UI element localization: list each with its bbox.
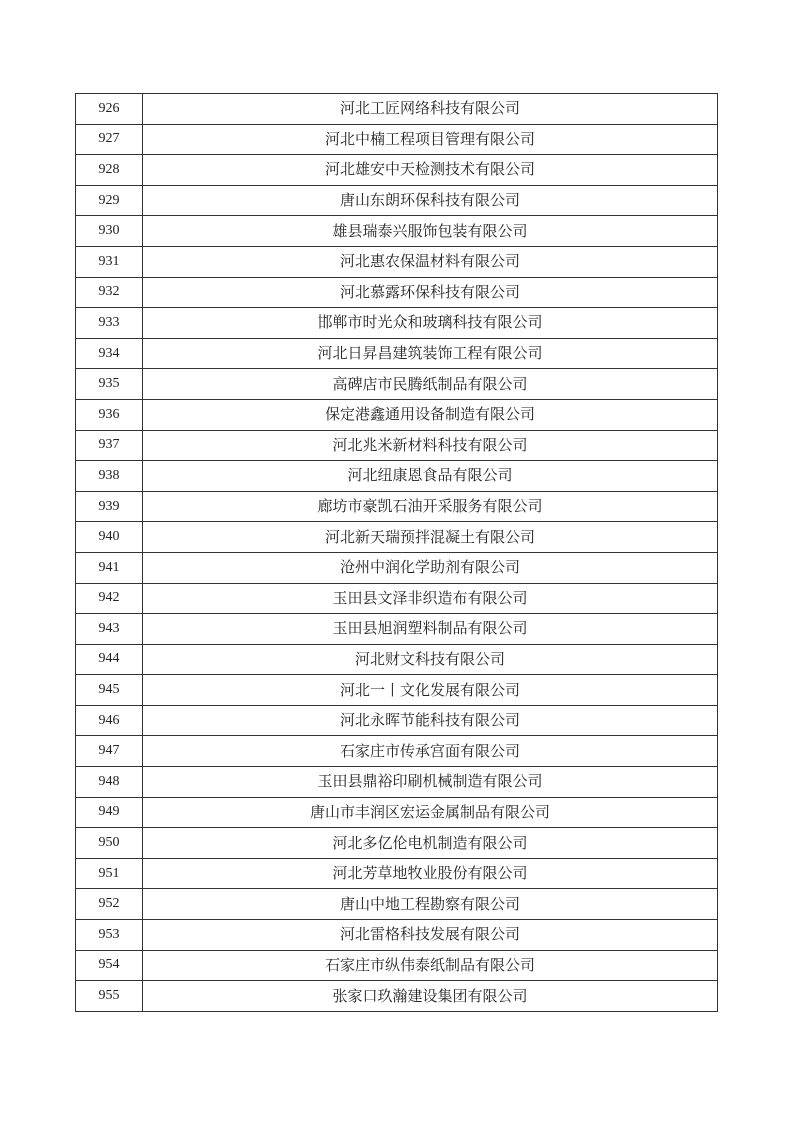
row-number: 943 [76,614,143,645]
company-name: 高碑店市民腾纸制品有限公司 [143,369,718,400]
table-row [76,614,718,645]
row-number: 939 [76,491,143,522]
table-row [76,185,718,216]
row-number: 951 [76,858,143,889]
table-row [76,94,718,125]
company-name: 河北中楠工程项目管理有限公司 [143,124,718,155]
table-row [76,124,718,155]
row-number: 954 [76,950,143,981]
table-row [76,461,718,492]
table-row [76,583,718,614]
table-row [76,491,718,522]
company-name: 河北日昇昌建筑装饰工程有限公司 [143,338,718,369]
row-number: 933 [76,308,143,339]
table-row [76,155,718,186]
table-row [76,338,718,369]
row-number: 926 [76,94,143,125]
company-name: 石家庄市传承宫面有限公司 [143,736,718,767]
company-name: 河北永晖节能科技有限公司 [143,705,718,736]
company-name: 河北雄安中天检测技术有限公司 [143,155,718,186]
table-row [76,858,718,889]
table-row [76,920,718,951]
company-name: 河北兆米新材料科技有限公司 [143,430,718,461]
table-row [76,675,718,706]
table-row [76,644,718,675]
company-name: 玉田县旭润塑料制品有限公司 [143,614,718,645]
row-number: 929 [76,185,143,216]
table-row [76,889,718,920]
company-list-table [75,93,718,1012]
row-number: 938 [76,461,143,492]
company-name: 河北财文科技有限公司 [143,644,718,675]
company-name: 雄县瑞泰兴服饰包装有限公司 [143,216,718,247]
row-number: 940 [76,522,143,553]
table-row [76,308,718,339]
table-row [76,216,718,247]
table-row [76,277,718,308]
table-row [76,399,718,430]
row-number: 949 [76,797,143,828]
row-number: 947 [76,736,143,767]
company-name: 保定港鑫通用设备制造有限公司 [143,399,718,430]
table-row [76,736,718,767]
table-row [76,828,718,859]
row-number: 953 [76,920,143,951]
row-number: 930 [76,216,143,247]
row-number: 934 [76,338,143,369]
table-row [76,522,718,553]
row-number: 927 [76,124,143,155]
company-name: 河北惠农保温材料有限公司 [143,246,718,277]
row-number: 946 [76,705,143,736]
row-number: 945 [76,675,143,706]
company-name: 玉田县鼎裕印刷机械制造有限公司 [143,767,718,798]
table-row [76,246,718,277]
row-number: 944 [76,644,143,675]
row-number: 932 [76,277,143,308]
row-number: 948 [76,767,143,798]
company-name: 石家庄市纵伟泰纸制品有限公司 [143,950,718,981]
company-name: 河北雷格科技发展有限公司 [143,920,718,951]
company-name: 唐山东朗环保科技有限公司 [143,185,718,216]
row-number: 950 [76,828,143,859]
table-row [76,767,718,798]
row-number: 928 [76,155,143,186]
row-number: 937 [76,430,143,461]
company-name: 河北纽康恩食品有限公司 [143,461,718,492]
row-number: 935 [76,369,143,400]
company-name: 河北慕露环保科技有限公司 [143,277,718,308]
row-number: 936 [76,399,143,430]
company-name: 张家口玖瀚建设集团有限公司 [143,981,718,1012]
company-name: 玉田县文泽非织造布有限公司 [143,583,718,614]
row-number: 942 [76,583,143,614]
company-name: 河北芳草地牧业股份有限公司 [143,858,718,889]
company-name: 河北多亿伦电机制造有限公司 [143,828,718,859]
row-number: 952 [76,889,143,920]
company-name: 河北工匠网络科技有限公司 [143,94,718,125]
table-row [76,950,718,981]
row-number: 941 [76,552,143,583]
table-row [76,369,718,400]
table-row [76,705,718,736]
row-number: 955 [76,981,143,1012]
company-name: 廊坊市豪凯石油开采服务有限公司 [143,491,718,522]
table-row [76,430,718,461]
company-name: 河北新天瑞预拌混凝土有限公司 [143,522,718,553]
row-number: 931 [76,246,143,277]
company-name: 邯郸市时光众和玻璃科技有限公司 [143,308,718,339]
company-name: 唐山市丰润区宏运金属制品有限公司 [143,797,718,828]
company-name: 唐山中地工程勘察有限公司 [143,889,718,920]
company-name: 河北一丨文化发展有限公司 [143,675,718,706]
table-row [76,797,718,828]
company-name: 沧州中润化学助剂有限公司 [143,552,718,583]
table-row [76,981,718,1012]
table-row [76,552,718,583]
